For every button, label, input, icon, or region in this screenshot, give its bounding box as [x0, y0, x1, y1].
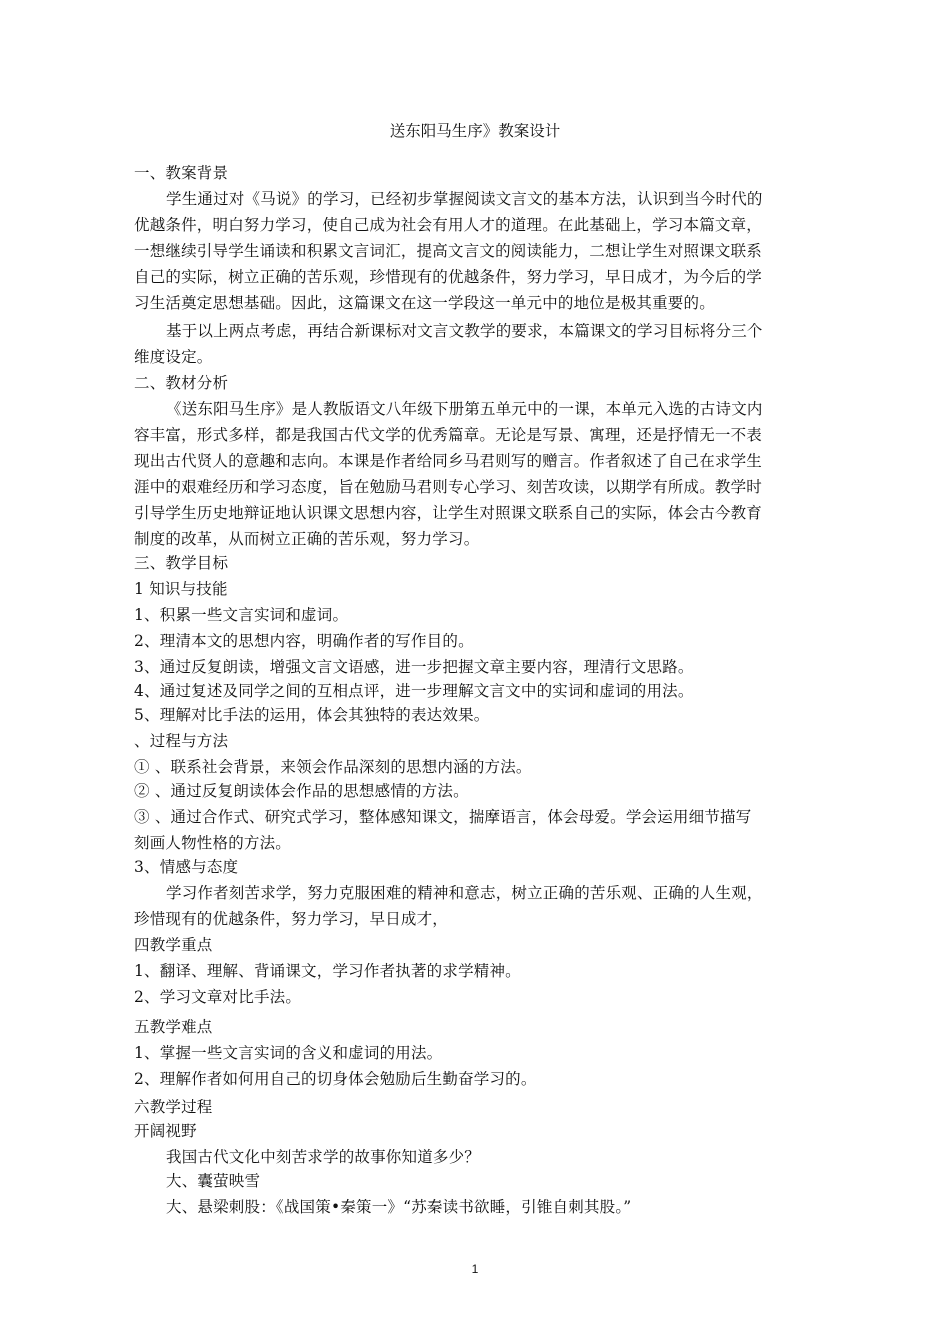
text-line: 六教学过程 [134, 1098, 213, 1116]
text-line: 四教学重点 [134, 936, 213, 954]
page-number: 1 [471, 1262, 479, 1276]
text-line: 珍惜现有的优越条件，努力学习，早日成才， [134, 910, 449, 928]
text-line: 一想继续引导学生诵读和积累文言词汇，提高文言文的阅读能力，二想让学生对照课文联系 [134, 242, 763, 260]
text-line: 《送东阳马生序》是人教版语文八年级下册第五单元中的一课，本单元入选的古诗文内 [166, 400, 763, 418]
document-title: 送东阳马生序》教案设计 [389, 122, 561, 140]
text-line: 学习作者刻苦求学，努力克服困难的精神和意志，树立正确的苦乐观、正确的人生观， [166, 884, 763, 902]
text-line: 1、掌握一些文言实词的含义和虚词的用法。 [134, 1044, 443, 1062]
text-line: ② 、通过反复朗读体会作品的思想感情的方法。 [134, 782, 469, 800]
text-line: 2、理解作者如何用自己的切身体会勉励后生勤奋学习的。 [134, 1070, 537, 1088]
text-line: 1 知识与技能 [134, 580, 228, 598]
text-line: 基于以上两点考虑，再结合新课标对文言文教学的要求，本篇课文的学习目标将分三个 [166, 322, 763, 340]
text-line: 3、情感与态度 [134, 858, 239, 876]
text-line: 2、学习文章对比手法。 [134, 988, 302, 1006]
text-line: 自己的实际，树立正确的苦乐观，珍惜现有的优越条件，努力学习，早日成才，为今后的学 [134, 268, 763, 286]
text-line: 制度的改革，从而树立正确的苦乐观，努力学习。 [134, 530, 480, 548]
text-line: 二、教材分析 [134, 374, 229, 392]
text-line: 引导学生历史地辩证地认识课文思想内容，让学生对照课文联系自己的实际，体会古今教育 [134, 504, 763, 522]
text-line: 我国古代文化中刻苦求学的故事你知道多少？ [166, 1148, 481, 1166]
text-line: 大、囊萤映雪 [166, 1172, 261, 1190]
text-line: 容丰富，形式多样，都是我国古代文学的优秀篇章。无论是写景、寓理，还是抒情无一不表 [134, 426, 763, 444]
text-line: 优越条件，明白努力学习，使自己成为社会有用人才的道理。在此基础上，学习本篇文章， [134, 216, 763, 234]
text-line: 一、教案背景 [134, 164, 229, 182]
text-line: 2、理清本文的思想内容，明确作者的写作目的。 [134, 632, 474, 650]
text-line: 习生活奠定思想基础。因此，这篇课文在这一学段这一单元中的地位是极其重要的。 [134, 294, 715, 312]
text-line: 维度设定。 [134, 348, 213, 366]
text-line: 开阔视野 [134, 1122, 197, 1140]
text-line: 、过程与方法 [134, 732, 229, 750]
text-line: 涯中的艰难经历和学习态度，旨在勉励马君则专心学习、刻苦攻读，以期学有所成。教学时 [134, 478, 763, 496]
text-line: 4、通过复述及同学之间的互相点评，进一步理解文言文中的实词和虚词的用法。 [134, 682, 694, 700]
text-line: 现出古代贤人的意趣和志向。本课是作者给同乡马君则写的赠言。作者叙述了自己在求学生 [134, 452, 763, 470]
text-line: 三、教学目标 [134, 554, 229, 572]
text-line: 刻画人物性格的方法。 [134, 834, 292, 852]
text-line: 5、理解对比手法的运用，体会其独特的表达效果。 [134, 706, 490, 724]
text-line: 大、悬梁刺股：《战国策•秦策一》“苏秦读书欲睡，引锥自刺其股。” [166, 1198, 632, 1216]
text-line: 学生通过对《马说》的学习，已经初步掌握阅读文言文的基本方法，认识到当今时代的 [166, 190, 763, 208]
text-line: ① 、联系社会背景，来领会作品深刻的思想内涵的方法。 [134, 758, 532, 776]
text-line: 3、通过反复朗读，增强文言文语感，进一步把握文章主要内容，理清行文思路。 [134, 658, 694, 676]
text-line: 1、积累一些文言实词和虚词。 [134, 606, 349, 624]
text-line: 五教学难点 [134, 1018, 213, 1036]
text-line: ③ 、通过合作式、研究式学习，整体感知课文，揣摩语言，体会母爱。学会运用细节描写 [134, 808, 752, 826]
text-line: 1、翻译、理解、背诵课文，学习作者执著的求学精神。 [134, 962, 521, 980]
